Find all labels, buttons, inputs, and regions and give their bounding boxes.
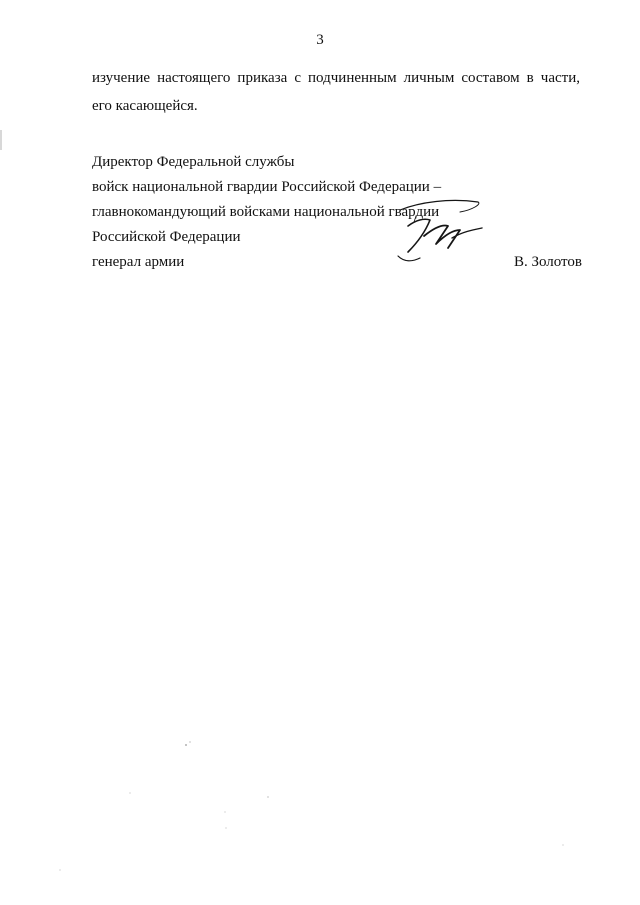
- signatory-title-line-3: главнокомандующий войсками национальной гвардии: [92, 204, 440, 220]
- signatory-name: В. Золотов: [513, 254, 582, 270]
- page-number: 3: [316, 32, 324, 48]
- signatory-rank-row: [92, 250, 582, 275]
- paragraph-line-1: изучение настоящего приказа с подчиненным личным составом в части,: [92, 70, 580, 86]
- body-paragraph: [92, 64, 580, 120]
- handwritten-signature: [390, 190, 490, 270]
- paragraph-line-2: его касающейся.: [92, 98, 198, 114]
- signature-block: [92, 150, 582, 275]
- scan-edge-mark: [0, 130, 2, 150]
- signatory-title-line-1: Директор Федеральной службы: [92, 154, 295, 170]
- signatory-title-line-2: войск национальной гвардии Российской Федерации –: [92, 179, 442, 195]
- signatory-rank: генерал армии: [92, 254, 185, 270]
- signatory-title-line-4: Российской Федерации: [92, 229, 241, 245]
